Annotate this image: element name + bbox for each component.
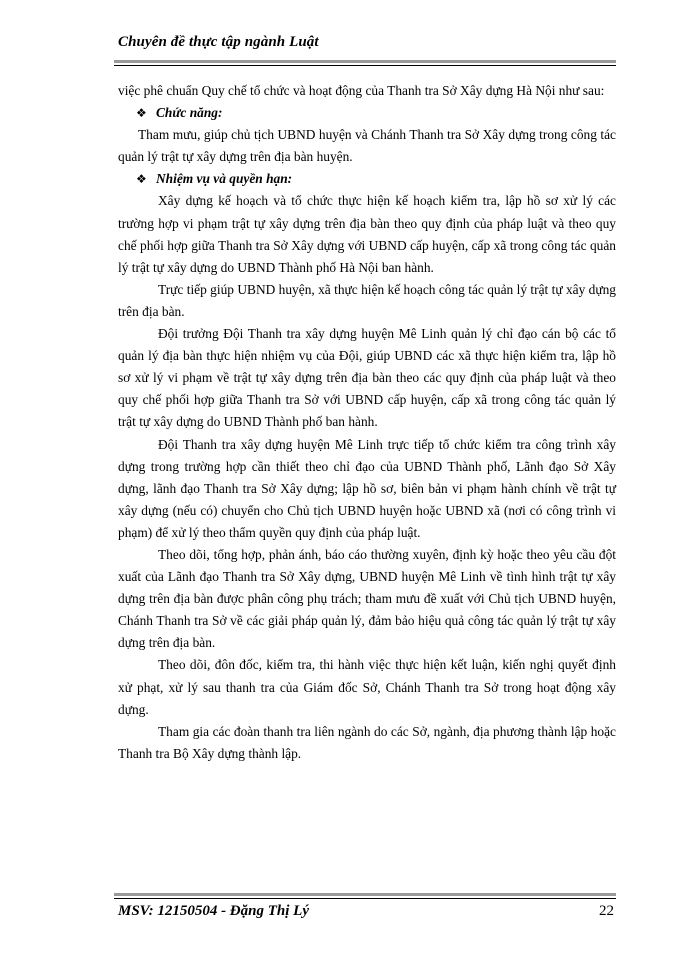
- page-number: 22: [599, 903, 614, 919]
- paragraph-intro: việc phê chuẩn Quy chế tổ chức và hoạt động của Thanh tra Sở Xây dựng Hà Nội như sau:: [118, 83, 605, 98]
- header-rule-shaded: [114, 60, 616, 63]
- paragraph-chuc-nang: Tham mưu, giúp chủ tịch UBND huyện và Chánh Thanh tra Sở Xây dựng trong công tác quản lý trật tự xây dựng trên địa bàn huyện.: [118, 127, 616, 165]
- heading-text: Nhiệm vụ và quyền hạn:: [156, 171, 293, 187]
- paragraph-tham-gia: Tham gia các đoàn thanh tra liên ngành do các Sở, ngành, địa phương thành lập hoặc Thanh tra Bộ Xây dựng thành lập.: [118, 723, 616, 761]
- footer-student-info: MSV: 12150504 - Đặng Thị Lý: [118, 903, 309, 919]
- paragraph-ke-hoach: Xây dựng kế hoạch và tổ chức thực hiện kế hoạch kiểm tra, lập hồ sơ xử lý các trường hợp vi phạm trật tự xây dựng trên địa bàn theo quy định của pháp luật và theo quy chế phối hợp giữa Thanh tra Sở Xây dựng với UBND cấp huyện, cấp xã trong công tác quản lý trật tự xây dựng do UBND Thành phố Hà Nội ban hành.: [118, 193, 616, 275]
- heading-text: Chức năng:: [156, 105, 223, 121]
- header-title: Chuyên đề thực tập ngành Luật: [118, 34, 319, 50]
- paragraph-truc-tiep: Trực tiếp giúp UBND huyện, xã thực hiện kế hoạch công tác quản lý trật tự xây dựng trên địa bàn.: [118, 281, 616, 319]
- header-rule-thin: [114, 65, 616, 66]
- heading-chuc-nang: [118, 102, 616, 124]
- footer-rule-shaded: [114, 893, 616, 896]
- paragraph-doi-truong: Đội trưởng Đội Thanh tra xây dựng huyện Mê Linh quản lý chỉ đạo cán bộ các tổ quản lý địa bàn thực hiện nhiệm vụ của Đội, giúp UBND các xã thực hiện kiểm tra, lập hồ sơ xử lý vi phạm về trật tự xây dựng trên địa bàn theo các quy định của pháp luật và theo quy chế phối hợp giữa Thanh tra Sở với UBND cấp huyện, cấp xã trong công tác quản lý trật tự xây dựng do UBND Thành phố ban hành.: [118, 326, 616, 430]
- body-content: [118, 80, 616, 765]
- paragraph-theo-doi-don-doc: Theo dõi, đôn đốc, kiểm tra, thi hành việc thực hiện kết luận, kiến nghị quyết định xử phạt, xử lý sau thanh tra của Giám đốc Sở, Chánh Thanh tra Sở trong hoạt động xây dựng.: [118, 657, 616, 717]
- paragraph-doi-thanh-tra: Đội Thanh tra xây dựng huyện Mê Linh trực tiếp tổ chức kiểm tra công trình xây dựng trong trường hợp cần thiết theo chỉ đạo của UBND Thành phố, Lãnh đạo Sở Xây dựng, lãnh đạo Thanh tra Sở Xây dựng; lập hồ sơ, biên bản vi phạm hành chính về trật tự xây dựng (nếu có) chuyển cho Chủ tịch UBND huyện hoặc UBND xã (nơi có công trình vi phạm) để xử lý theo thẩm quyền quy định của pháp luật.: [118, 436, 616, 540]
- diamond-bullet-icon: ❖: [136, 172, 147, 187]
- footer-rule-thin: [114, 898, 616, 899]
- diamond-bullet-icon: ❖: [136, 106, 147, 121]
- heading-nhiem-vu: [118, 168, 616, 190]
- paragraph-theo-doi-tong-hop: Theo dõi, tổng hợp, phản ánh, báo cáo thường xuyên, định kỳ hoặc theo yêu cầu đột xuất của Lãnh đạo Thanh tra Sở Xây dựng, UBND huyện Mê Linh về tình hình trật tự xây dựng trên địa bàn được phân công phụ trách; tham mưu đề xuất với Chủ tịch UBND huyện, Chánh Thanh tra Sở về các giải pháp quản lý, đảm bảo hiệu quả công tác quản lý trật tự xây dựng trên địa bàn.: [118, 546, 616, 651]
